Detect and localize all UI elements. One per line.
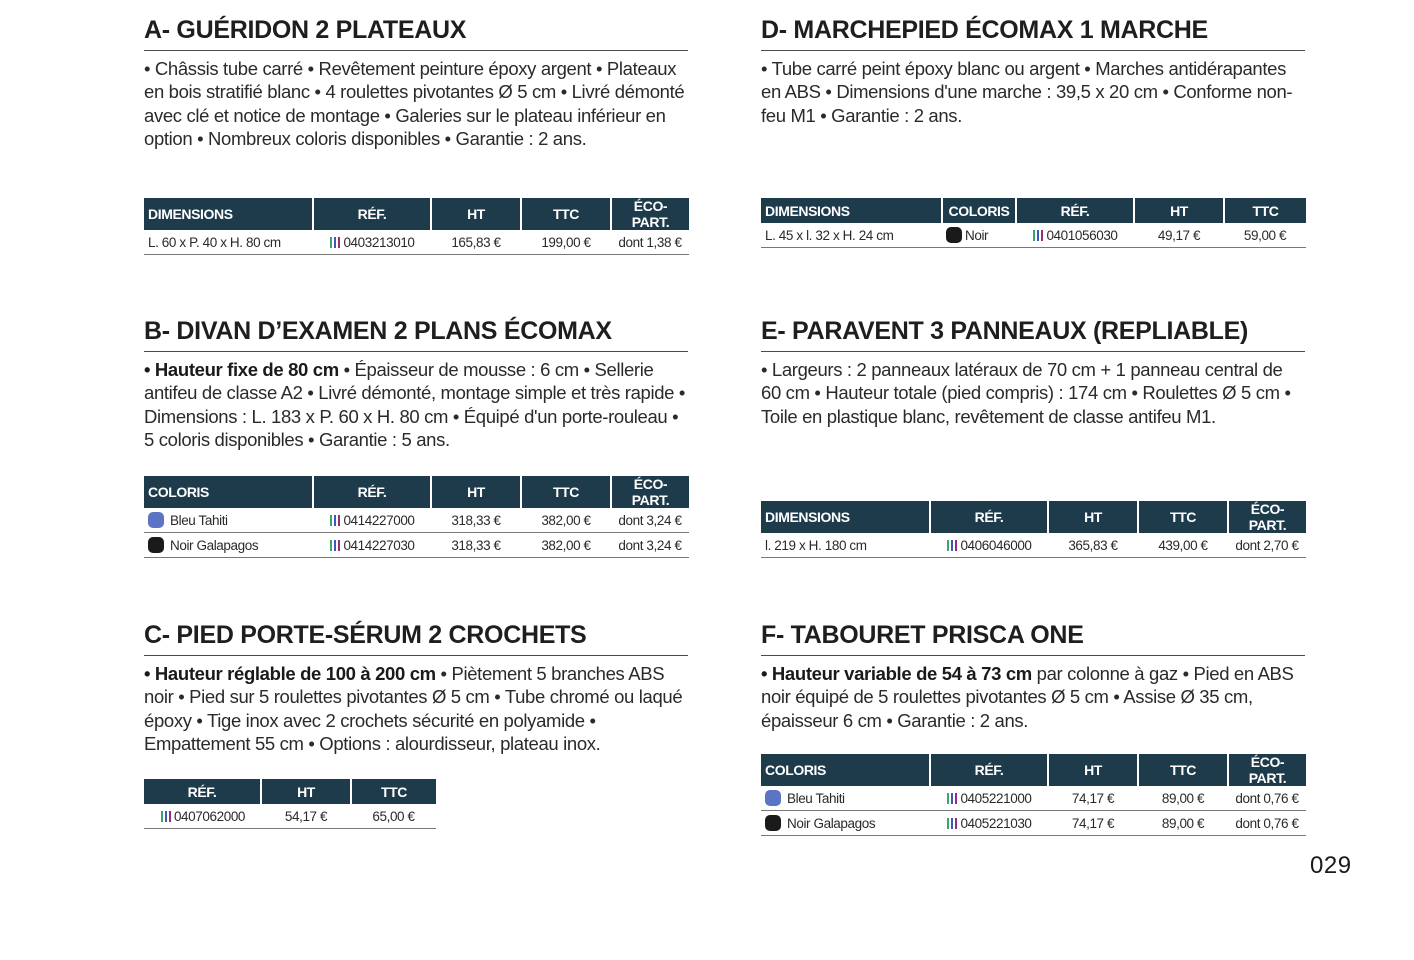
spec-table-d [761,198,1306,248]
color-swatch-icon [765,815,781,831]
barcode-icon [946,793,958,804]
product-section-d [761,16,1305,127]
table-row: Bleu Tahiti 0414227000 318,33 € 382,00 € dont 3,24 € [144,508,689,533]
table-header-row: COLORIS RÉF. HT TTC ÉCO-PART. [144,476,689,508]
section-description: • Tube carré peint époxy blanc ou argent • Marches antidérapantes en ABS • Dimensions d'une marche : 39,5 x 20 cm • Conforme non-feu M1 • Garantie : 2 ans. [761,58,1293,126]
table-row: l. 219 x H. 180 cm 0406046000 365,83 € 439,00 € dont 2,70 € [761,533,1306,558]
page-number: 029 [1310,852,1352,879]
section-description: • Hauteur réglable de 100 à 200 cm • Piètement 5 branches ABS noir • Pied sur 5 roulettes pivotantes Ø 5 cm • Tube chromé ou laqué époxy • Tige inox avec 2 crochets sécurité en polyamide • Empattement 55 cm • Options : alourdisseur, plateau inox. [144,663,683,755]
section-title: B- DIVAN D’EXAMEN 2 PLANS ÉCOMAX [144,317,688,352]
barcode-icon [946,540,958,551]
barcode-icon [1032,230,1044,241]
table-header-row: DIMENSIONS COLORIS RÉF. HT TTC [761,198,1306,223]
color-swatch-icon [148,537,164,553]
table-header-row: COLORIS RÉF. HT TTC ÉCO-PART. [761,754,1306,786]
product-section-f [761,621,1305,732]
barcode-icon [160,811,172,822]
table-row: Noir Galapagos 0414227030 318,33 € 382,00 € dont 3,24 € [144,533,689,558]
section-title: E- PARAVENT 3 PANNEAUX (REPLIABLE) [761,317,1305,352]
spec-table-f [761,754,1306,836]
barcode-icon [329,515,341,526]
table-row: L. 45 x l. 32 x H. 24 cm Noir 0401056030 49,17 € 59,00 € [761,223,1306,248]
table-header-row: RÉF. HT TTC [144,779,436,804]
product-section-e [761,317,1305,428]
section-description: • Hauteur fixe de 80 cm • Épaisseur de mousse : 6 cm • Sellerie antifeu de classe A2 • Livré démonté, montage simple et très rapide • Dimensions : L. 183 x P. 60 x H. 80 cm • Équipé d'un porte-rouleau • 5 coloris disponibles • Garantie : 5 ans. [144,359,686,451]
barcode-icon [329,237,341,248]
table-header-row: DIMENSIONS RÉF. HT TTC ÉCO-PART. [761,501,1306,533]
section-title: C- PIED PORTE-SÉRUM 2 CROCHETS [144,621,688,656]
table-row: L. 60 x P. 40 x H. 80 cm 0403213010 165,83 € 199,00 € dont 1,38 € [144,230,689,255]
section-description: • Châssis tube carré • Revêtement peinture époxy argent • Plateaux en bois stratifié blanc • 4 roulettes pivotantes Ø 5 cm • Livré démonté avec clé et notice de montage • Galeries sur le plateau inférieur en option • Nombreux coloris disponibles • Garantie : 2 ans. [144,58,685,150]
color-swatch-icon [148,512,164,528]
table-row: Bleu Tahiti 0405221000 74,17 € 89,00 € dont 0,76 € [761,786,1306,811]
color-swatch-icon [946,227,962,243]
section-description: • Largeurs : 2 panneaux latéraux de 70 cm + 1 panneau central de 60 cm • Hauteur totale (pied compris) : 174 cm • Roulettes Ø 5 cm • Toile en plastique blanc, revêtement de classe antifeu M1. [761,359,1291,427]
section-title: F- TABOURET PRISCA ONE [761,621,1305,656]
spec-table-a [144,198,689,255]
table-row: Noir Galapagos 0405221030 74,17 € 89,00 € dont 0,76 € [761,811,1306,836]
spec-table-c [144,779,436,829]
spec-table-b [144,476,689,558]
product-section-b [144,317,688,452]
barcode-icon [329,540,341,551]
section-title: A- GUÉRIDON 2 PLATEAUX [144,16,688,51]
table-row: 0407062000 54,17 € 65,00 € [144,804,436,829]
section-title: D- MARCHEPIED ÉCOMAX 1 MARCHE [761,16,1305,51]
color-swatch-icon [765,790,781,806]
product-section-c [144,621,688,756]
spec-table-e [761,501,1306,558]
table-header-row: DIMENSIONS RÉF. HT TTC ÉCO-PART. [144,198,689,230]
product-section-a [144,16,688,151]
barcode-icon [946,818,958,829]
section-description: • Hauteur variable de 54 à 73 cm par colonne à gaz • Pied en ABS noir équipé de 5 roulettes pivotantes Ø 5 cm • Assise Ø 35 cm, épaisseur 6 cm • Garantie : 2 ans. [761,663,1294,731]
